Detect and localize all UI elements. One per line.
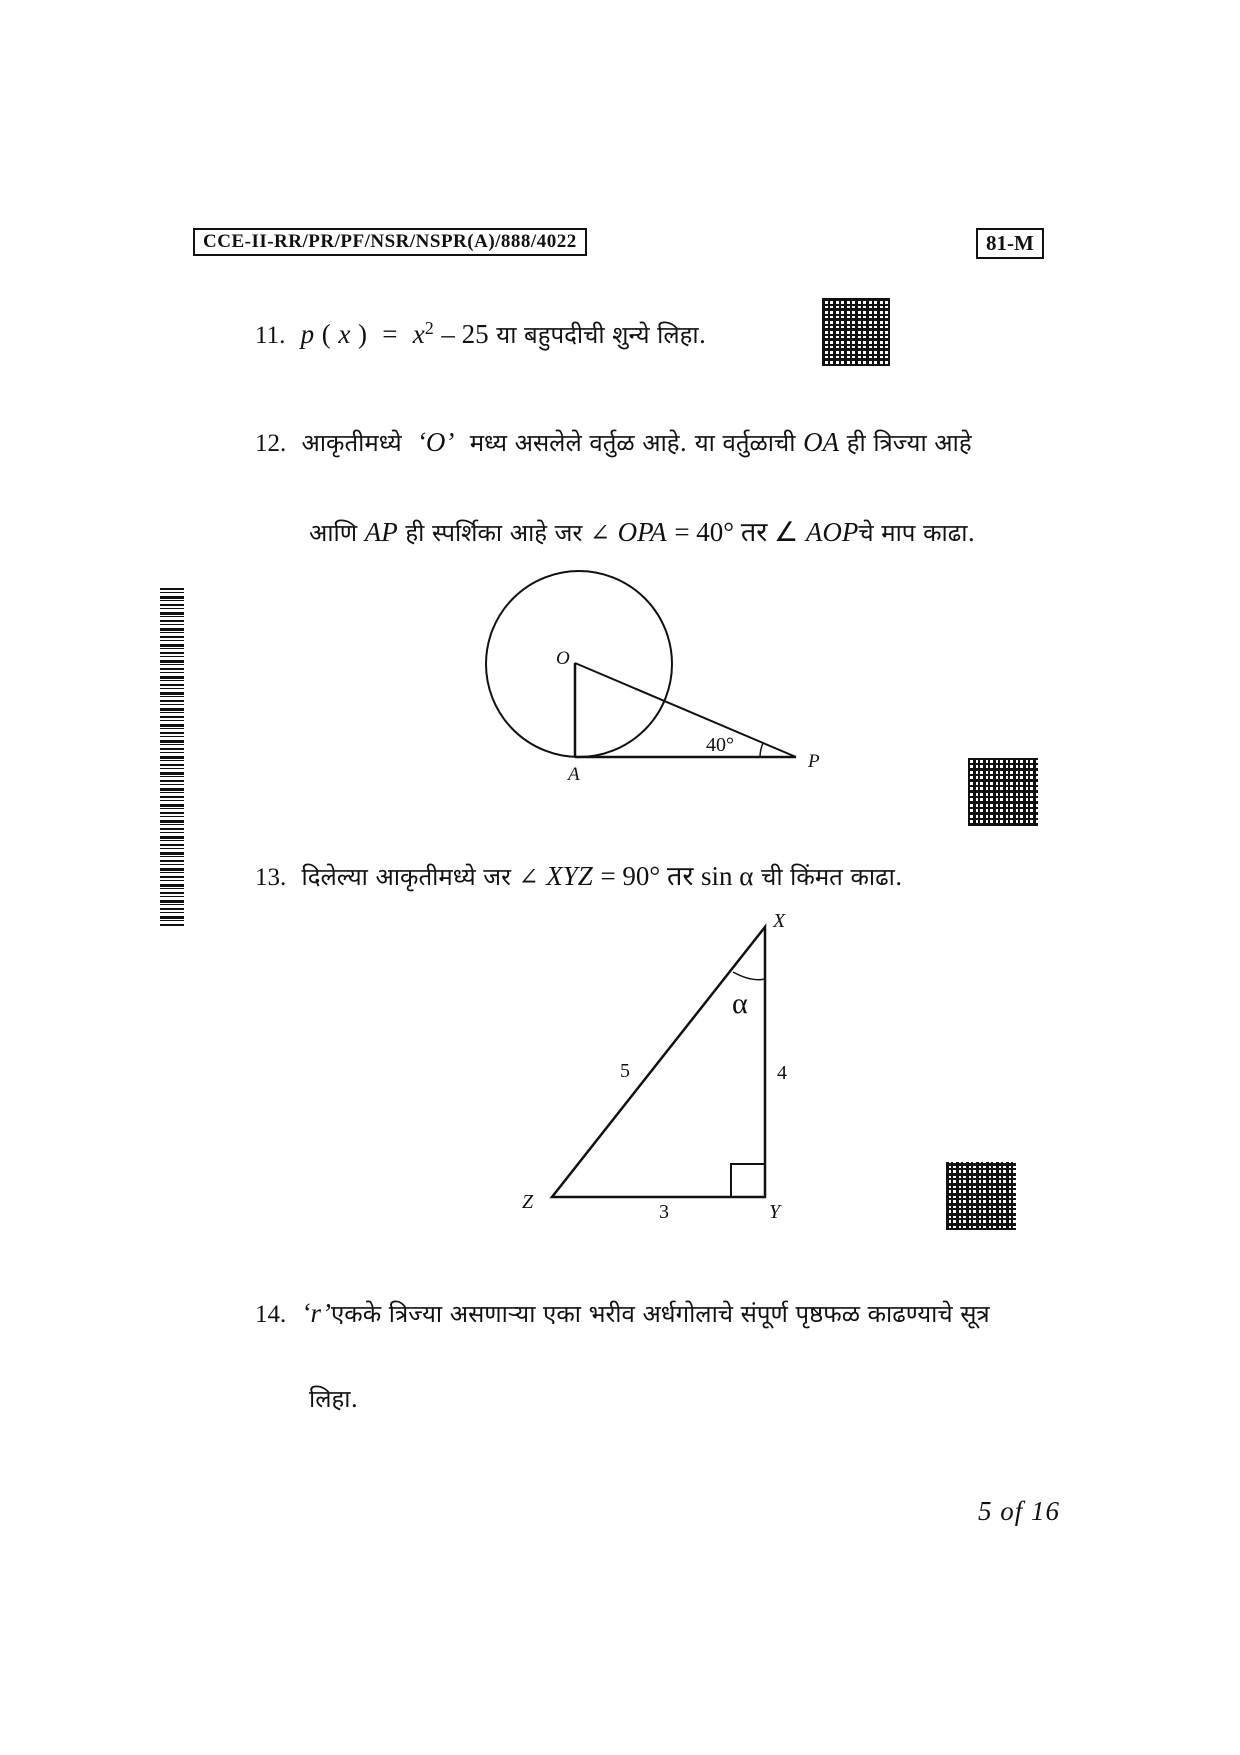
- expr-exponent: 2: [424, 318, 434, 338]
- q14-label-r: ‘r’: [301, 1298, 332, 1328]
- q12-label-aop: AOP: [805, 517, 859, 547]
- side-barcode: [160, 588, 184, 928]
- expr-open: (: [321, 319, 331, 349]
- angle-label: 40°: [706, 734, 734, 756]
- q12-label-opa: OPA: [617, 517, 667, 547]
- page-number: 5 of 16: [977, 1496, 1060, 1526]
- question-number: 12.: [255, 430, 287, 457]
- label-x: X: [773, 910, 786, 932]
- label-z: Z: [522, 1191, 534, 1213]
- expr-p: p: [300, 319, 315, 349]
- label-o: O: [556, 648, 570, 669]
- q12-label-o: ‘O’: [416, 427, 455, 457]
- segment-op: [575, 663, 796, 757]
- label-y: Y: [769, 1201, 781, 1223]
- expr-eq: =: [382, 319, 398, 349]
- alpha-label: α: [732, 987, 748, 1020]
- label-a: A: [568, 764, 580, 785]
- label-p: P: [808, 751, 820, 772]
- side-base: 3: [659, 1201, 669, 1223]
- q12-text-d: आणि: [309, 519, 358, 547]
- expr-close: ): [358, 319, 367, 349]
- q13-label-xyz: XYZ: [546, 861, 593, 891]
- triangle: [552, 927, 765, 1197]
- q12-text-g: चे माप काढा.: [858, 519, 976, 547]
- right-triangle-figure: [515, 905, 815, 1225]
- question-number: 14.: [255, 1301, 287, 1328]
- q12-label-ap: AP: [364, 517, 398, 547]
- q13-text-b: = 90° तर: [600, 861, 694, 891]
- qr-code-2: [968, 758, 1038, 826]
- q12-text-f: = 40° तर ∠: [674, 517, 799, 547]
- q13-text-c: ची किंमत काढा.: [761, 863, 903, 891]
- side-vertical: 4: [777, 1062, 787, 1084]
- q12-text-b: मध्य असलेले वर्तुळ आहे. या वर्तुळाची: [469, 429, 796, 457]
- subject-code: 81-M: [976, 228, 1044, 259]
- expr-rest: – 25: [441, 319, 489, 349]
- q13-sin-alpha: sin α: [701, 861, 754, 891]
- question-text: या बहुपदीची शुन्ये लिहा.: [496, 321, 707, 349]
- question-14-line-1: [255, 1297, 990, 1330]
- expr-x2: x: [412, 319, 425, 349]
- angle-arc: [760, 743, 763, 757]
- q12-text-a: आकृतीमध्ये: [301, 429, 402, 457]
- q14-text-2: लिहा.: [309, 1385, 359, 1413]
- q12-text-c: ही त्रिज्या आहे: [846, 429, 972, 457]
- question-14-line-2: [309, 1382, 358, 1415]
- right-angle-mark: [731, 1164, 765, 1197]
- question-12-line-1: [255, 426, 972, 459]
- qr-code-1: [822, 298, 890, 366]
- side-hypotenuse: 5: [620, 1060, 630, 1082]
- q12-text-e: ही स्पर्शिका आहे जर ∠: [405, 519, 611, 547]
- qr-code-3: [946, 1162, 1016, 1230]
- circle-tangent-figure: [470, 570, 830, 790]
- q12-label-oa: OA: [803, 427, 840, 457]
- q13-text-a: दिलेल्या आकृतीमध्ये जर ∠: [301, 863, 539, 891]
- question-11: [255, 318, 706, 351]
- question-12-line-2: [309, 512, 975, 549]
- question-13: [255, 856, 903, 893]
- q14-text: एकके त्रिज्या असणाऱ्या एका भरीव अर्धगोलाचे संपूर्ण पृष्ठफळ काढण्याचे सूत्र: [331, 1300, 990, 1328]
- expr-x: x: [338, 319, 351, 349]
- question-number: 11.: [255, 322, 286, 349]
- question-number: 13.: [255, 864, 287, 891]
- paper-code: CCE-II-RR/PR/PF/NSR/NSPR(A)/888/4022: [193, 228, 587, 256]
- alpha-arc: [733, 972, 765, 980]
